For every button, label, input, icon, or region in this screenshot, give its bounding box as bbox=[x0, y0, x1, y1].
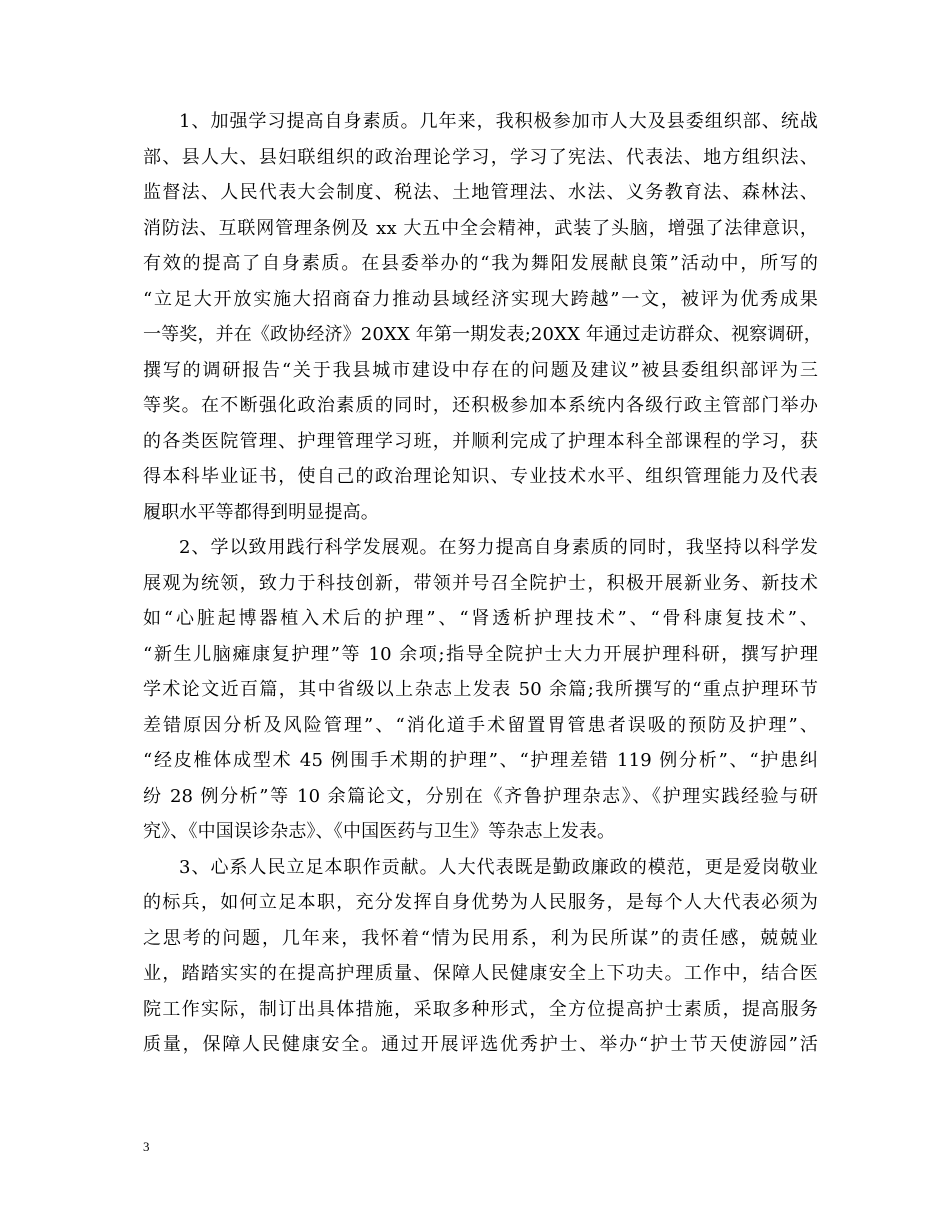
text-line: 展观为统领，致力于科技创新，带领并号召全院护士，积极开展新业务、新技术 bbox=[143, 572, 818, 594]
text-line: 学术论文近百篇，其中省级以上杂志上发表 50 余篇;我所撰写的“重点护理环节 bbox=[143, 679, 818, 700]
text-line: 得本科毕业证书，使自己的政治理论知识、专业技术水平、组织管理能力及代表 bbox=[143, 466, 818, 487]
text-line: 之思考的问题，几年来，我怀着“情为民用系，利为民所谋”的责任感，兢兢业 bbox=[143, 927, 818, 949]
text-line: 3、心系人民立足本职作贡献。人大代表既是勤政廉政的模范，更是爱岗敬业 bbox=[179, 856, 818, 878]
text-line: “新生儿脑瘫康复护理”等 10 余项;指导全院护士大力开展护理科研，撰写护理 bbox=[143, 643, 818, 665]
text-line: “经皮椎体成型术 45 例围手术期的护理”、“护理差错 119 例分析”、“护患纠 bbox=[143, 750, 818, 771]
text-line: 履职水平等都得到明显提高。 bbox=[143, 501, 379, 523]
text-line: 究》、《中国误诊杂志》、《中国医药与卫生》等杂志上发表。 bbox=[143, 821, 616, 842]
text-line: 纷 28 例分析”等 10 余篇论文，分别在《齐鲁护理杂志》、《护理实践经验与研 bbox=[143, 785, 818, 807]
text-line: 等奖。在不断强化政治素质的同时，还积极参加本系统内各级行政主管部门举办 bbox=[143, 395, 818, 416]
text-line: 有效的提高了自身素质。在县委举办的“我为舞阳发展献良策”活动中，所写的 bbox=[143, 253, 818, 274]
paragraph-1 bbox=[143, 104, 822, 530]
text-line: “立足大开放实施大招商奋力推动县域经济实现大跨越”一文，被评为优秀成果 bbox=[143, 288, 818, 310]
text-line: 如“心脏起博器植入术后的护理”、“肾透析护理技术”、“骨科康复技术”、 bbox=[143, 608, 818, 629]
text-line: 监督法、人民代表大会制度、税法、土地管理法、水法、义务教育法、森林法、 bbox=[143, 182, 818, 203]
text-line: 院工作实际，制订出具体措施，采取多种形式，全方位提高护士素质，提高服务 bbox=[143, 998, 818, 1020]
text-line: 业，踏踏实实的在提高护理质量、保障人民健康安全上下功夫。工作中，结合医 bbox=[143, 963, 818, 984]
text-line: 撰写的调研报告“关于我县城市建设中存在的问题及建议”被县委组织部评为三 bbox=[143, 359, 818, 381]
text-line: 一等奖，并在《政协经济》20XX 年第一期发表;20XX 年通过走访群众、视察调研， bbox=[143, 324, 822, 345]
document-body bbox=[143, 104, 822, 1063]
text-line: 消防法、互联网管理条例及 xx 大五中全会精神，武装了头脑，增强了法律意识， bbox=[143, 217, 818, 239]
paragraph-2 bbox=[143, 530, 818, 850]
text-line: 部、县人大、县妇联组织的政治理论学习，学习了宪法、代表法、地方组织法、 bbox=[143, 146, 818, 168]
text-line: 的标兵，如何立足本职，充分发挥自身优势为人民服务，是每个人大代表必须为 bbox=[143, 892, 818, 913]
paragraph-3 bbox=[143, 850, 818, 1063]
text-line: 2、学以致用践行科学发展观。在努力提高自身素质的同时，我坚持以科学发 bbox=[179, 537, 818, 558]
text-line: 的各类医院管理、护理管理学习班，并顺利完成了护理本科全部课程的学习，获 bbox=[143, 430, 818, 452]
text-line: 差错原因分析及风险管理”、“消化道手术留置胃管患者误吸的预防及护理”、 bbox=[143, 714, 818, 736]
text-line: 1、加强学习提高自身素质。几年来，我积极参加市人大及县委组织部、统战 bbox=[179, 111, 818, 132]
text-line: 质量，保障人民健康安全。通过开展评选优秀护士、举办“护士节天使游园”活 bbox=[143, 1034, 818, 1055]
page-number: 3 bbox=[143, 1139, 150, 1154]
